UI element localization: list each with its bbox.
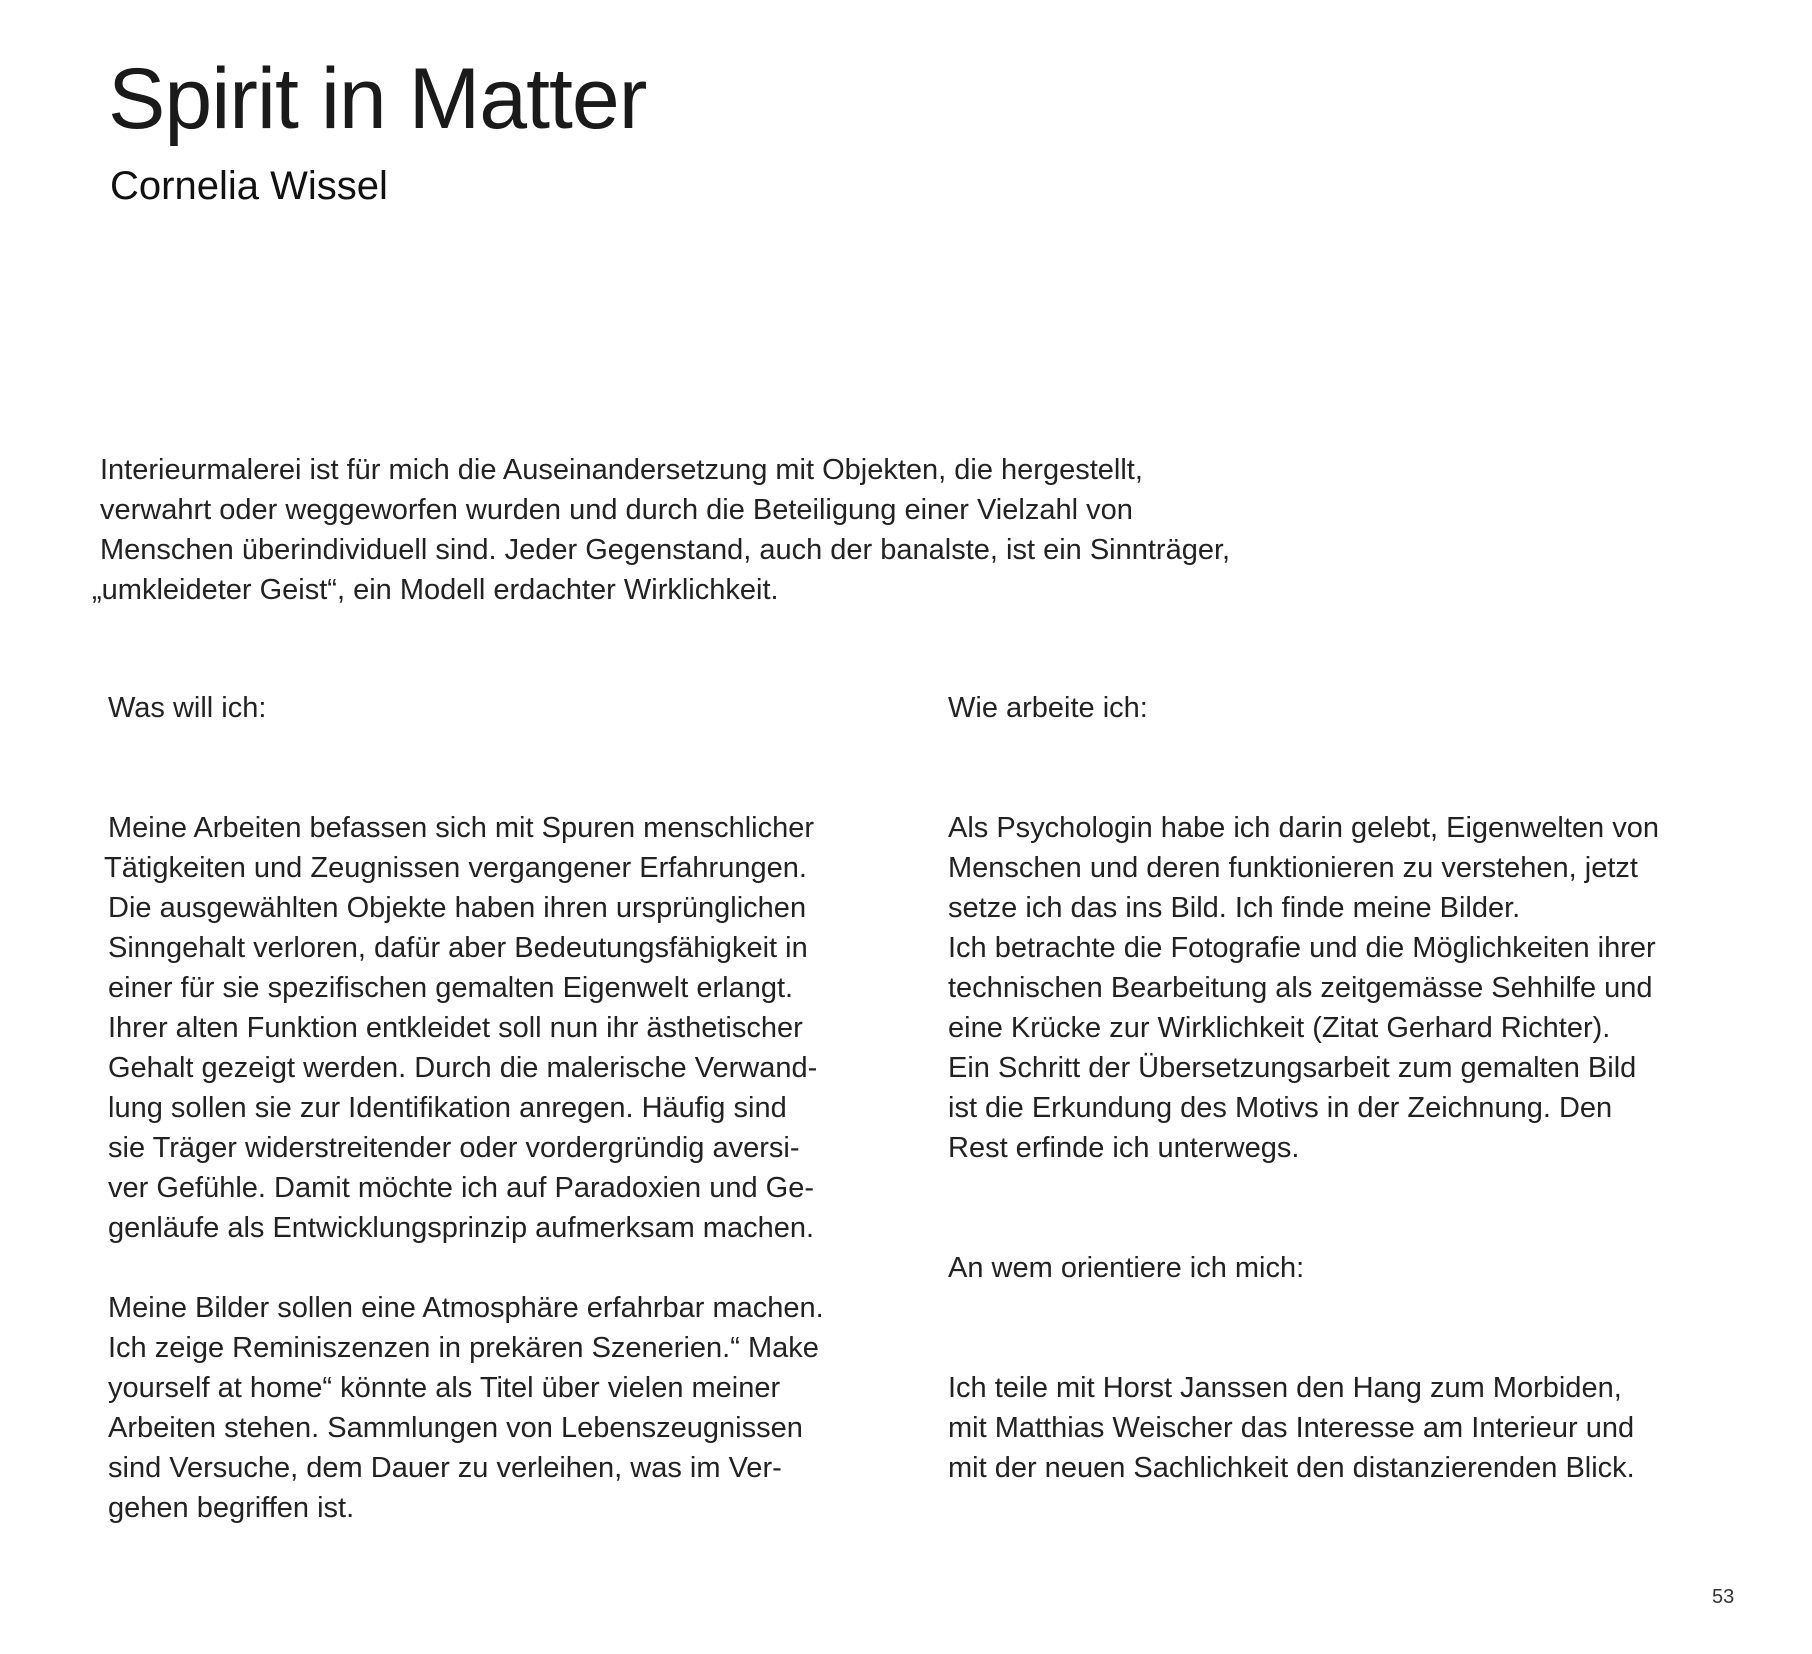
text-line: genläufe als Entwicklungsprinzip aufmerksam machen. bbox=[108, 1212, 815, 1244]
text-line: Ich teile mit Horst Janssen den Hang zum Morbiden, bbox=[948, 1372, 1622, 1404]
text-line: eine Krücke zur Wirklichkeit (Zitat Gerhard Richter). bbox=[948, 1012, 1611, 1044]
section-heading-an-wem-orientiere-ich-mich: An wem orientiere ich mich: bbox=[948, 1252, 1305, 1284]
section-heading-wie-arbeite-ich: Wie arbeite ich: bbox=[948, 692, 1148, 724]
text-line: Sinngehalt verloren, dafür aber Bedeutungsfähigkeit in bbox=[108, 932, 808, 964]
spacer bbox=[108, 1248, 928, 1288]
text-line: Meine Bilder sollen eine Atmosphäre erfahrbar machen. bbox=[108, 1292, 824, 1324]
text-line: ver Gefühle. Damit möchte ich auf Paradoxien und Ge- bbox=[108, 1172, 815, 1204]
text-line: Gehalt gezeigt werden. Durch die malerische Verwand- bbox=[108, 1052, 818, 1084]
text-line: einer für sie spezifischen gemalten Eigenwelt erlangt. bbox=[108, 972, 794, 1004]
author-name: Cornelia Wissel bbox=[110, 164, 388, 208]
text-line: technischen Bearbeitung als zeitgemässe Sehhilfe und bbox=[948, 972, 1653, 1004]
text-line: ist die Erkundung des Motivs in der Zeichnung. Den bbox=[948, 1092, 1613, 1124]
text-line: Ich betrachte die Fotografie und die Möglichkeiten ihrer bbox=[948, 932, 1656, 964]
intro-paragraph bbox=[92, 450, 1400, 610]
text-line: setze ich das ins Bild. Ich finde meine Bilder. bbox=[948, 892, 1521, 924]
text-line: Ich zeige Reminiszenzen in prekären Szenerien.“ Make bbox=[108, 1332, 819, 1364]
intro-line: Menschen überindividuell sind. Jeder Gegenstand, auch der banalste, ist ein Sinnträger, bbox=[100, 534, 1231, 566]
text-line: Tätigkeiten und Zeugnissen vergangener Erfahrungen. bbox=[104, 852, 807, 884]
intro-line: „umkleideter Geist“, ein Modell erdachter Wirklichkeit. bbox=[92, 574, 779, 606]
text-line: Arbeiten stehen. Sammlungen von Lebenszeugnissen bbox=[108, 1412, 803, 1444]
section-heading-was-will-ich: Was will ich: bbox=[108, 692, 267, 724]
right-column bbox=[948, 688, 1788, 1488]
text-line: Rest erfinde ich unterwegs. bbox=[948, 1132, 1300, 1164]
spacer bbox=[948, 1288, 1788, 1368]
text-line: Ihrer alten Funktion entkleidet soll nun ihr ästhetischer bbox=[108, 1012, 803, 1044]
text-line: Ein Schritt der Übersetzungsarbeit zum gemalten Bild bbox=[948, 1052, 1637, 1084]
text-line: sie Träger widerstreitender oder vordergründig aversi- bbox=[108, 1132, 800, 1164]
text-line: yourself at home“ könnte als Titel über vielen meiner bbox=[108, 1372, 781, 1404]
spacer bbox=[108, 728, 928, 808]
text-line: lung sollen sie zur Identifikation anregen. Häufig sind bbox=[108, 1092, 787, 1124]
left-column bbox=[104, 688, 928, 1528]
right-paragraph-2 bbox=[948, 1368, 1788, 1488]
text-line: Die ausgewählten Objekte haben ihren ursprünglichen bbox=[108, 892, 807, 924]
intro-line: verwahrt oder weggeworfen wurden und durch die Beteiligung einer Vielzahl von bbox=[100, 494, 1133, 526]
text-line: mit Matthias Weischer das Interesse am Interieur und bbox=[948, 1412, 1635, 1444]
spacer bbox=[948, 1168, 1788, 1248]
text-line: Als Psychologin habe ich darin gelebt, Eigenwelten von bbox=[948, 812, 1659, 844]
text-line: Menschen und deren funktionieren zu verstehen, jetzt bbox=[948, 852, 1638, 884]
left-paragraph-2 bbox=[108, 1288, 928, 1528]
page-number: 53 bbox=[1712, 1586, 1735, 1608]
text-line: mit der neuen Sachlichkeit den distanzierenden Blick. bbox=[948, 1452, 1635, 1484]
left-paragraph-1 bbox=[104, 808, 928, 1248]
spacer bbox=[948, 728, 1788, 808]
text-line: Meine Arbeiten befassen sich mit Spuren menschlicher bbox=[108, 812, 815, 844]
intro-line: Interieurmalerei ist für mich die Auseinandersetzung mit Objekten, die hergestellt, bbox=[100, 454, 1143, 486]
text-line: gehen begriffen ist. bbox=[108, 1492, 355, 1524]
text-line: sind Versuche, dem Dauer zu verleihen, was im Ver- bbox=[108, 1452, 782, 1484]
page-title: Spirit in Matter bbox=[108, 51, 647, 147]
right-paragraph-1 bbox=[948, 808, 1788, 1168]
